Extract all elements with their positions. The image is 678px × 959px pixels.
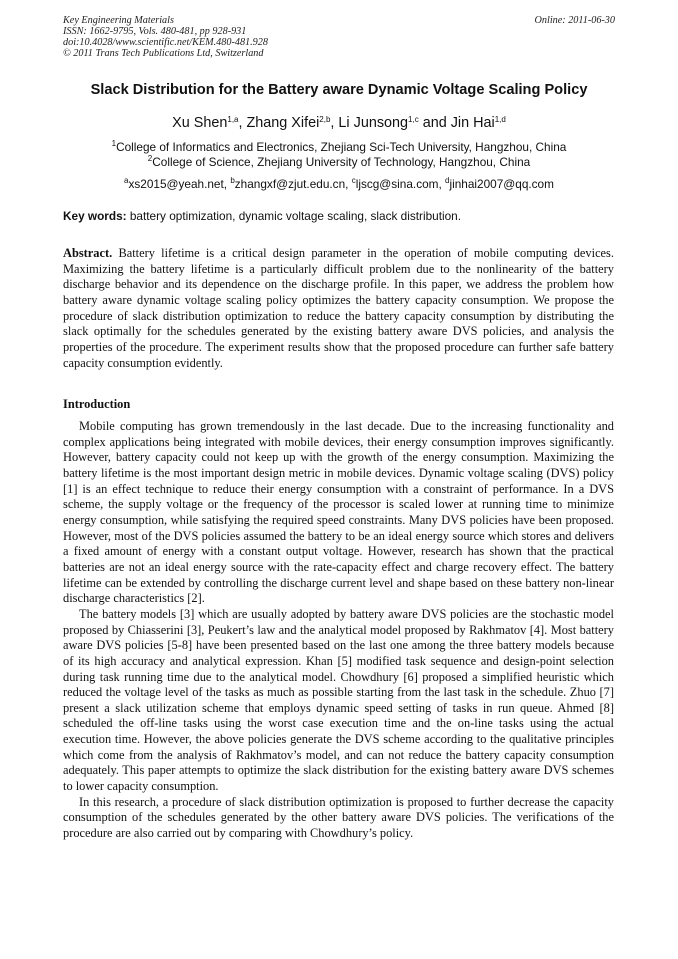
copyright-line: © 2011 Trans Tech Publications Ltd, Switzerland xyxy=(63,48,264,59)
journal-name: Key Engineering Materials xyxy=(63,15,174,26)
author-superscript: 2,b xyxy=(319,115,331,124)
affiliation-2 xyxy=(40,154,638,169)
introduction-body xyxy=(63,419,614,842)
paragraph: The battery models [3] which are usually adopted by battery aware DVS policies are the stochastic model proposed by Chiasserini [3], Peukert’s law and the analytical model proposed by Rakhmatov [4]. Most battery aware DVS policies [5-8] have been presented based on the last one among the three battery models because of its high accuracy and analytical expression. Khan [5] modified task sequence and design-point selection during task running time due to the analytical model. Chowdhury [6] proposed a simplified heuristic which reduced the voltage level of the tasks as much as possible starting from the last task in the schedule. Zhuo [7] present a slack utilization scheme that employs dynamic speed setting of tasks in run queue. Ahmed [8] scheduled the off-line tasks using the worst case execution time and the on-line tasks using the actual execution time. However, the above policies generate the DVS scheme according to the qualitative principles which come from the analysis of Rakhmatov’s model, and can not reduce the battery capacity consumption adequately. This paper attempts to optimize the slack distribution for the existing battery aware DVS schemes to lower capacity consumption. xyxy=(63,606,614,794)
email-list xyxy=(40,176,638,191)
email-superscript: c xyxy=(351,176,356,185)
email[interactable]: jinhai2007@qq.com xyxy=(449,177,554,191)
author-list: Xu Shen$^{1,a}$, Zhang Xifei$^{2,b}$, Li Junsong$^{1,c}$ and Jin Hai$^{1,d}$ xyxy=(172,115,506,131)
email[interactable]: zhangxf@zjut.edu.cn, xyxy=(234,177,349,191)
author-name: Xu Shen xyxy=(172,115,228,131)
email-superscript: a xyxy=(124,176,129,185)
doi-line: doi:10.4028/www.scientific.net/KEM.480-481.928 xyxy=(63,37,268,48)
author-name: Jin Hai xyxy=(450,115,495,131)
keywords xyxy=(63,209,623,223)
author-name: Li Junsong xyxy=(338,115,409,131)
paper-title: Slack Distribution for the Battery aware Dynamic Voltage Scaling Policy xyxy=(90,82,588,98)
affiliation-1 xyxy=(40,139,638,154)
abstract-text: Battery lifetime is a critical design parameter in the operation of mobile computing devices. Maximizing the battery lifetime is a particularly difficult problem due to the nonlinearity of the battery discharge behavior and its dependence on the discharge profile. In this paper, we address the problem how battery aware dynamic voltage scaling policy optimizes the battery capacity consumption. We propose the procedure of slack distribution optimization to reduce the battery capacity consumption by distributing the slack optimally for the schedules generated by the existing battery aware DVS policies, and analysis the properties of the procedure. The experiment results show that the proposed procedure can further safe battery capacity consumption evidently. xyxy=(63,246,614,370)
paragraph: In this research, a procedure of slack distribution optimization is proposed to further decrease the capacity consumption of the schedules generated by the other battery aware DVS policies. The verifications of the procedure are also carried out by comparing with Chowdhury’s policy. xyxy=(63,794,614,841)
author-superscript: 1,d xyxy=(494,115,506,124)
abstract xyxy=(63,246,614,371)
email-superscript: b xyxy=(230,176,235,185)
affiliation-text: College of Science, Zhejiang University of Technology, Hangzhou, China xyxy=(152,155,531,169)
affiliation-superscript: 2 xyxy=(147,154,153,163)
email[interactable]: ljscg@sina.com, xyxy=(355,177,442,191)
section-heading-introduction: Introduction xyxy=(63,397,131,411)
email[interactable]: xs2015@yeah.net, xyxy=(128,177,228,191)
keywords-text: battery optimization, dynamic voltage scaling, slack distribution. xyxy=(129,209,462,223)
online-date: Online: 2011-06-30 xyxy=(534,15,615,26)
paragraph: Mobile computing has grown tremendously in the last decade. Due to the increasing functionality and complex applications being integrated with mobile devices, their energy consumption improves significantly. However, battery capacity could not keep up with the growth of the energy consumption. Maximizing the battery lifetime is the most important design metric in mobile devices. Dynamic voltage scaling (DVS) policy [1] is an effect technique to reduce their energy consumption with a constraint of performance. In a DVS scheme, the supply voltage or the frequency of the processor is scaled lower at running time to minimize energy consumption, while satisfying the required speed constraints. Many DVS policies have been proposed. However, most of the DVS policies assumed the battery to be an ideal energy source which stores and delivers a fixed amount of energy with a constant output voltage. However, research has shown that the practical batteries are not an ideal energy source with the rate-capacity effect and charge recovery effect. The battery lifetime can be extended by controlling the discharge current level and shape based on these battery non-linear discharge characteristics [2]. xyxy=(63,419,614,606)
abstract-label: Abstract. xyxy=(63,246,113,260)
affiliation-superscript: 1 xyxy=(111,139,117,148)
author-name: Zhang Xifei xyxy=(246,115,320,131)
author-superscript: 1,a xyxy=(227,115,239,124)
author-superscript: 1,c xyxy=(408,115,419,124)
journal-header xyxy=(63,15,268,59)
issn-line: ISSN: 1662-9795, Vols. 480-481, pp 928-931 xyxy=(63,26,247,37)
email-superscript: d xyxy=(445,176,450,185)
keywords-label: Key words: xyxy=(63,209,127,223)
affiliation-text: College of Informatics and Electronics, Zhejiang Sci-Tech University, Hangzhou, China xyxy=(116,140,567,154)
